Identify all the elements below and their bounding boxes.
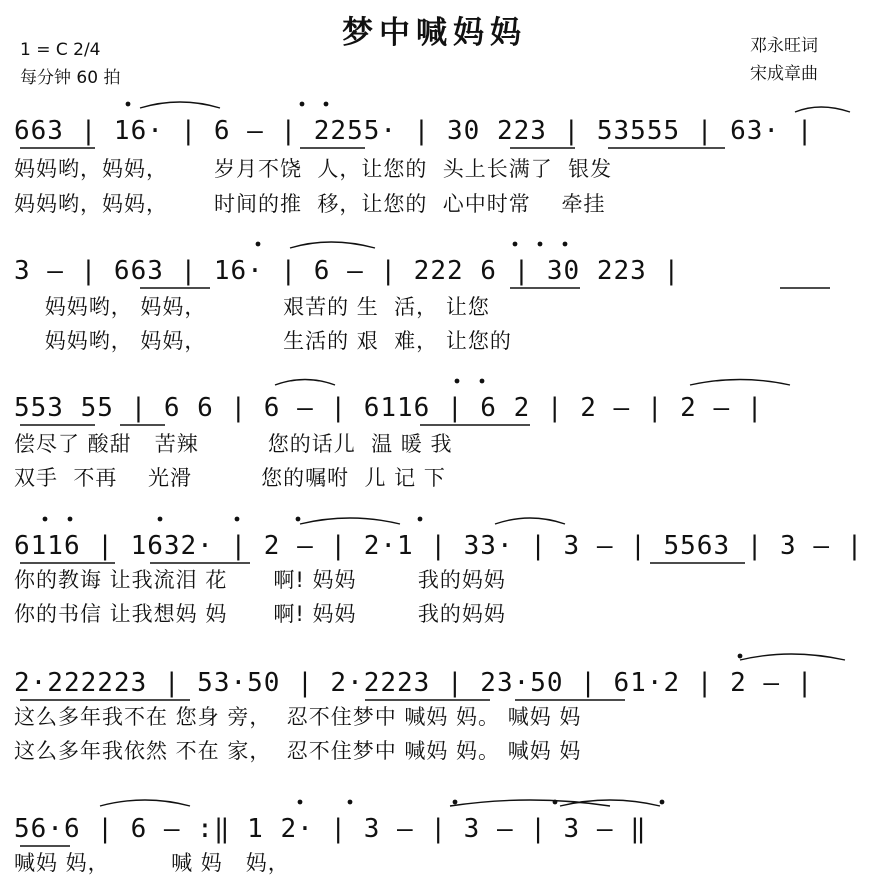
lyric-verse-2: 妈妈哟， 妈妈， 生活的 艰 难， 让您的: [14, 329, 512, 353]
notation-line: 553 55 | 6 6 | 6 — | 6116 | 6 2 | 2 — | 2 — |: [14, 393, 764, 423]
lyric-verse-1: 妈妈哟，妈妈， 岁月不饶 人，让您的 头上长满了 银发: [14, 157, 613, 181]
composer-credit: 宋成章曲: [750, 64, 818, 84]
notation-line: 2·222223 | 53·50 | 2·2223 | 23·50 | 61·2 | 2 — |: [14, 668, 814, 698]
song-title: 梦中喊妈妈: [342, 15, 527, 51]
notation-line: 3 — | 663 | 16· | 6 — | 222 6 | 30 223 |: [14, 256, 681, 286]
lyric-verse-1: 你的教诲 让我流泪 花 啊! 妈妈 我的妈妈: [14, 568, 506, 592]
lyric-verse-2: 你的书信 让我想妈 妈 啊! 妈妈 我的妈妈: [14, 602, 506, 626]
notation-line: 6116 | 1632· | 2 — | 2·1 | 33· | 3 — | 5563 | 3 — |: [14, 531, 864, 561]
lyricist-credit: 邓永旺词: [750, 36, 818, 56]
lyric-verse-2: 妈妈哟，妈妈， 时间的推 移，让您的 心中时常 牵挂: [14, 192, 606, 216]
lyric-verse-1: 偿尽了 酸甜 苦辣 您的话儿 温 暖 我: [14, 432, 453, 456]
lyric-verse-2: 这么多年我依然 不在 家， 忍不住梦中 喊妈 妈。 喊妈 妈: [14, 739, 582, 763]
lyric-verse-2: 双手 不再 光滑 您的嘱咐 儿 记 下: [14, 466, 446, 490]
notation-line: 56·6 | 6 — :‖ 1 2· | 3 — | 3 — | 3 — ‖: [14, 814, 647, 844]
tempo-marking: 每分钟 60 拍: [20, 68, 121, 88]
lyric-verse-1: 这么多年我不在 您身 旁， 忍不住梦中 喊妈 妈。 喊妈 妈: [14, 705, 582, 729]
key-and-meter: 1 = C 2/4: [20, 40, 101, 60]
lyric-verse-1: 妈妈哟， 妈妈， 艰苦的 生 活， 让您: [14, 295, 490, 319]
notation-line: 663 | 16· | 6 — | 2255· | 30 223 | 53555 | 63· |: [14, 116, 814, 146]
lyric-verse-1: 喊妈 妈， 喊 妈 妈，: [14, 851, 290, 875]
